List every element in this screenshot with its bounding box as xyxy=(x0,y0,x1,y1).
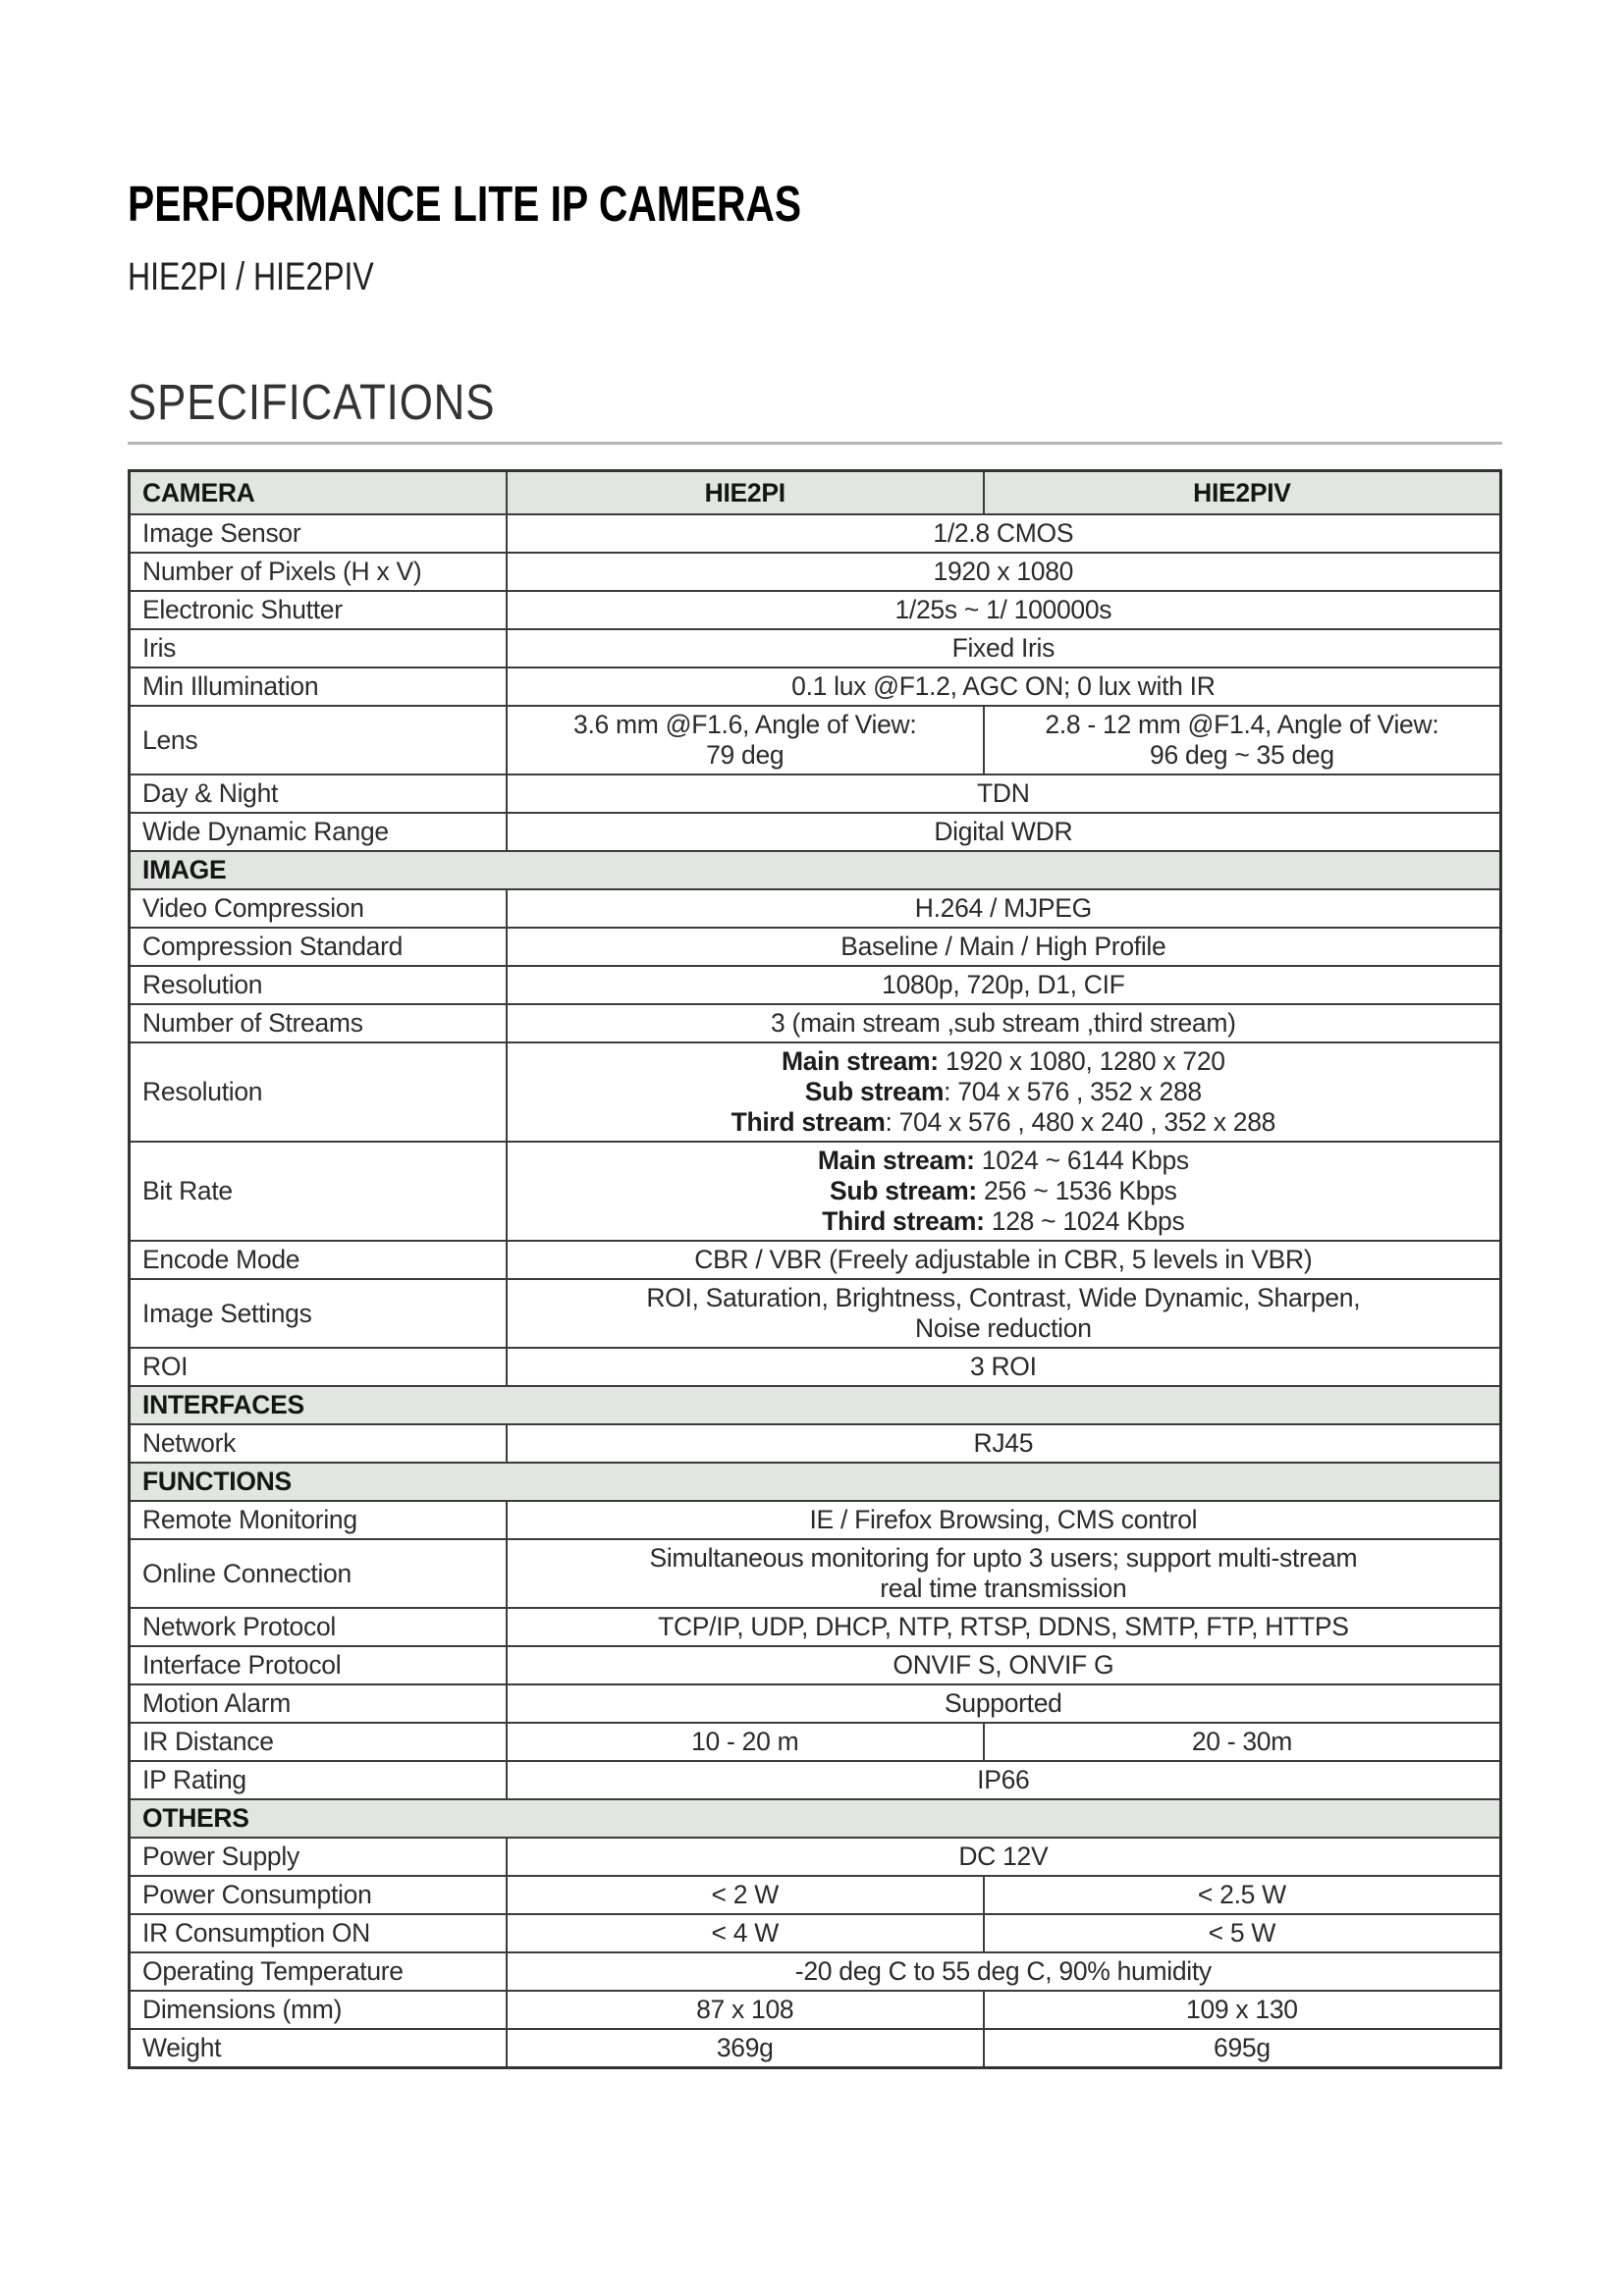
spec-value-line: 1/25s ~ 1/ 100000s xyxy=(894,595,1112,624)
spec-value xyxy=(507,553,1501,591)
spec-row xyxy=(130,1501,1501,1539)
spec-value xyxy=(984,1723,1501,1761)
spec-label: IP Rating xyxy=(130,1761,507,1799)
spec-value xyxy=(507,1241,1501,1279)
spec-value xyxy=(507,629,1501,667)
section-label: IMAGE xyxy=(130,851,1501,889)
spec-value xyxy=(984,1991,1501,2029)
spec-row xyxy=(130,1991,1501,2029)
spec-label: Bit Rate xyxy=(130,1142,507,1241)
spec-value-line: Simultaneous monitoring for upto 3 users; support multi-stream xyxy=(649,1543,1358,1573)
spec-value xyxy=(507,1424,1501,1463)
spec-value-line: DC 12V xyxy=(958,1842,1049,1871)
spec-value xyxy=(507,1914,984,1952)
spec-label: Number of Streams xyxy=(130,1004,507,1042)
spec-value-line: Third stream: 704 x 576 , 480 x 240 , 352 x 288 xyxy=(731,1107,1276,1137)
page-title-text: PERFORMANCE LITE IP CAMERAS xyxy=(128,176,802,232)
spec-value-line: 3.6 mm @F1.6, Angle of View: xyxy=(573,710,917,739)
spec-label: Online Connection xyxy=(130,1539,507,1608)
spec-row xyxy=(130,1279,1501,1348)
spec-value-line: Sub stream: 704 x 576 , 352 x 288 xyxy=(804,1077,1202,1106)
spec-value-line: Main stream: 1920 x 1080, 1280 x 720 xyxy=(781,1046,1225,1076)
spec-value-line: 369g xyxy=(716,2033,774,2062)
spec-label: Min Illumination xyxy=(130,667,507,706)
spec-value-line: Noise reduction xyxy=(915,1313,1092,1343)
spec-label: Number of Pixels (H x V) xyxy=(130,553,507,591)
spec-row xyxy=(130,928,1501,966)
spec-row xyxy=(130,629,1501,667)
spec-label: Encode Mode xyxy=(130,1241,507,1279)
spec-value xyxy=(507,1723,984,1761)
spec-value xyxy=(507,2029,984,2068)
divider-rule xyxy=(128,442,1502,445)
table-header-row xyxy=(130,471,1501,515)
spec-label: Power Supply xyxy=(130,1838,507,1876)
spec-value xyxy=(507,706,984,774)
spec-value-line: CBR / VBR (Freely adjustable in CBR, 5 levels in VBR) xyxy=(694,1245,1313,1274)
spec-value xyxy=(507,1142,1501,1241)
spec-label: Resolution xyxy=(130,966,507,1004)
spec-value xyxy=(507,1042,1501,1142)
spec-value xyxy=(507,889,1501,928)
section-row xyxy=(130,1463,1501,1501)
spec-table xyxy=(128,469,1502,2069)
spec-label: Remote Monitoring xyxy=(130,1501,507,1539)
spec-label: Resolution xyxy=(130,1042,507,1142)
spec-label: Motion Alarm xyxy=(130,1684,507,1723)
spec-row xyxy=(130,1042,1501,1142)
spec-label: Electronic Shutter xyxy=(130,591,507,629)
spec-row xyxy=(130,1952,1501,1991)
spec-row xyxy=(130,2029,1501,2068)
spec-value-line: Sub stream: 256 ~ 1536 Kbps xyxy=(830,1176,1177,1205)
spec-value xyxy=(507,1348,1501,1386)
spec-value xyxy=(507,966,1501,1004)
spec-label: Day & Night xyxy=(130,774,507,813)
spec-row xyxy=(130,1876,1501,1914)
spec-value-line: 20 - 30m xyxy=(1191,1727,1292,1756)
spec-value-line: 3 (main stream ,sub stream ,third stream) xyxy=(771,1008,1236,1038)
spec-value-line: TDN xyxy=(977,778,1030,808)
spec-row xyxy=(130,1241,1501,1279)
spec-label: Operating Temperature xyxy=(130,1952,507,1991)
spec-value xyxy=(507,1608,1501,1646)
spec-value-line: IP66 xyxy=(977,1765,1030,1794)
spec-value xyxy=(507,1539,1501,1608)
section-row xyxy=(130,851,1501,889)
spec-value xyxy=(507,1501,1501,1539)
spec-value xyxy=(507,1838,1501,1876)
spec-value xyxy=(984,1914,1501,1952)
spec-row xyxy=(130,966,1501,1004)
spec-label: Power Consumption xyxy=(130,1876,507,1914)
spec-label: ROI xyxy=(130,1348,507,1386)
section-row xyxy=(130,1799,1501,1838)
spec-row xyxy=(130,813,1501,851)
spec-value xyxy=(507,1279,1501,1348)
spec-value-line: 109 x 130 xyxy=(1186,1995,1298,2024)
spec-value-line: 79 deg xyxy=(706,740,785,770)
spec-row xyxy=(130,1646,1501,1684)
spec-value xyxy=(507,1646,1501,1684)
spec-value xyxy=(984,2029,1501,2068)
spec-value-line: < 5 W xyxy=(1208,1918,1276,1948)
col-header-hie2piv: HIE2PIV xyxy=(984,471,1501,515)
spec-row xyxy=(130,889,1501,928)
spec-row xyxy=(130,1914,1501,1952)
spec-value-line: ROI, Saturation, Brightness, Contrast, Wide Dynamic, Sharpen, xyxy=(646,1283,1361,1312)
spec-value xyxy=(507,667,1501,706)
spec-value xyxy=(507,1952,1501,1991)
spec-value-line: -20 deg C to 55 deg C, 90% humidity xyxy=(794,1956,1212,1986)
spec-row xyxy=(130,1838,1501,1876)
spec-row xyxy=(130,1424,1501,1463)
section-row xyxy=(130,1386,1501,1424)
specifications-heading-text: SPECIFICATIONS xyxy=(128,374,496,430)
spec-value xyxy=(984,706,1501,774)
spec-value xyxy=(507,514,1501,553)
spec-value xyxy=(507,591,1501,629)
spec-value xyxy=(507,774,1501,813)
spec-value xyxy=(507,1991,984,2029)
spec-label: Compression Standard xyxy=(130,928,507,966)
spec-value-line: 1920 x 1080 xyxy=(933,557,1074,586)
spec-label: Video Compression xyxy=(130,889,507,928)
spec-value-line: Fixed Iris xyxy=(951,633,1056,663)
spec-value-line: Baseline / Main / High Profile xyxy=(840,932,1166,961)
spec-row xyxy=(130,667,1501,706)
col-header-hie2pi: HIE2PI xyxy=(507,471,984,515)
spec-row xyxy=(130,1608,1501,1646)
specifications-heading xyxy=(128,374,1502,430)
spec-value-line: 0.1 lux @F1.2, AGC ON; 0 lux with IR xyxy=(791,671,1216,701)
spec-row xyxy=(130,1761,1501,1799)
spec-value-line: 87 x 108 xyxy=(696,1995,794,2024)
spec-value-line: real time transmission xyxy=(880,1574,1127,1603)
spec-value xyxy=(507,1004,1501,1042)
spec-value-line: 1/2.8 CMOS xyxy=(933,518,1074,548)
spec-value xyxy=(507,813,1501,851)
spec-label: IR Consumption ON xyxy=(130,1914,507,1952)
spec-value-line: Main stream: 1024 ~ 6144 Kbps xyxy=(817,1146,1189,1175)
section-label: FUNCTIONS xyxy=(130,1463,1501,1501)
spec-value-line: 1080p, 720p, D1, CIF xyxy=(882,970,1125,999)
spec-value-line: Supported xyxy=(945,1688,1062,1718)
spec-value xyxy=(507,928,1501,966)
spec-value xyxy=(984,1876,1501,1914)
spec-row xyxy=(130,553,1501,591)
spec-table-body xyxy=(130,514,1501,2068)
section-label: OTHERS xyxy=(130,1799,1501,1838)
spec-value-line: Digital WDR xyxy=(934,817,1073,846)
spec-label: Interface Protocol xyxy=(130,1646,507,1684)
spec-value-line: 2.8 - 12 mm @F1.4, Angle of View: xyxy=(1045,710,1439,739)
spec-row xyxy=(130,1684,1501,1723)
spec-value-line: Third stream: 128 ~ 1024 Kbps xyxy=(822,1206,1185,1236)
model-subtitle xyxy=(128,255,1502,298)
page-title xyxy=(128,177,1502,232)
spec-label: Network xyxy=(130,1424,507,1463)
spec-value-line: 695g xyxy=(1214,2033,1271,2062)
spec-value-line: IE / Firefox Browsing, CMS control xyxy=(809,1505,1198,1534)
spec-row xyxy=(130,1142,1501,1241)
spec-value xyxy=(507,1761,1501,1799)
spec-row xyxy=(130,706,1501,774)
spec-label: Wide Dynamic Range xyxy=(130,813,507,851)
col-header-camera: CAMERA xyxy=(130,471,507,515)
spec-value xyxy=(507,1876,984,1914)
spec-value-line: RJ45 xyxy=(973,1428,1034,1458)
spec-value-line: 3 ROI xyxy=(969,1352,1037,1381)
spec-label: Dimensions (mm) xyxy=(130,1991,507,2029)
spec-value-line: 96 deg ~ 35 deg xyxy=(1150,740,1334,770)
spec-row xyxy=(130,1723,1501,1761)
spec-label: Network Protocol xyxy=(130,1608,507,1646)
spec-value-line: < 2.5 W xyxy=(1197,1880,1286,1909)
spec-label: IR Distance xyxy=(130,1723,507,1761)
model-subtitle-text: HIE2PI / HIE2PIV xyxy=(128,255,374,298)
spec-value-line: < 4 W xyxy=(711,1918,779,1948)
spec-row xyxy=(130,1004,1501,1042)
spec-value xyxy=(507,1684,1501,1723)
spec-label: Lens xyxy=(130,706,507,774)
spec-value-line: < 2 W xyxy=(711,1880,779,1909)
spec-value-line: TCP/IP, UDP, DHCP, NTP, RTSP, DDNS, SMTP, FTP, HTTPS xyxy=(658,1612,1349,1641)
spec-row xyxy=(130,591,1501,629)
spec-label: Image Settings xyxy=(130,1279,507,1348)
spec-label: Iris xyxy=(130,629,507,667)
spec-value-line: H.264 / MJPEG xyxy=(914,893,1092,923)
spec-row xyxy=(130,514,1501,553)
spec-value-line: ONVIF S, ONVIF G xyxy=(893,1650,1114,1680)
spec-label: Image Sensor xyxy=(130,514,507,553)
spec-row xyxy=(130,774,1501,813)
spec-row xyxy=(130,1539,1501,1608)
spec-value-line: 10 - 20 m xyxy=(691,1727,799,1756)
section-label: INTERFACES xyxy=(130,1386,1501,1424)
spec-row xyxy=(130,1348,1501,1386)
spec-label: Weight xyxy=(130,2029,507,2068)
